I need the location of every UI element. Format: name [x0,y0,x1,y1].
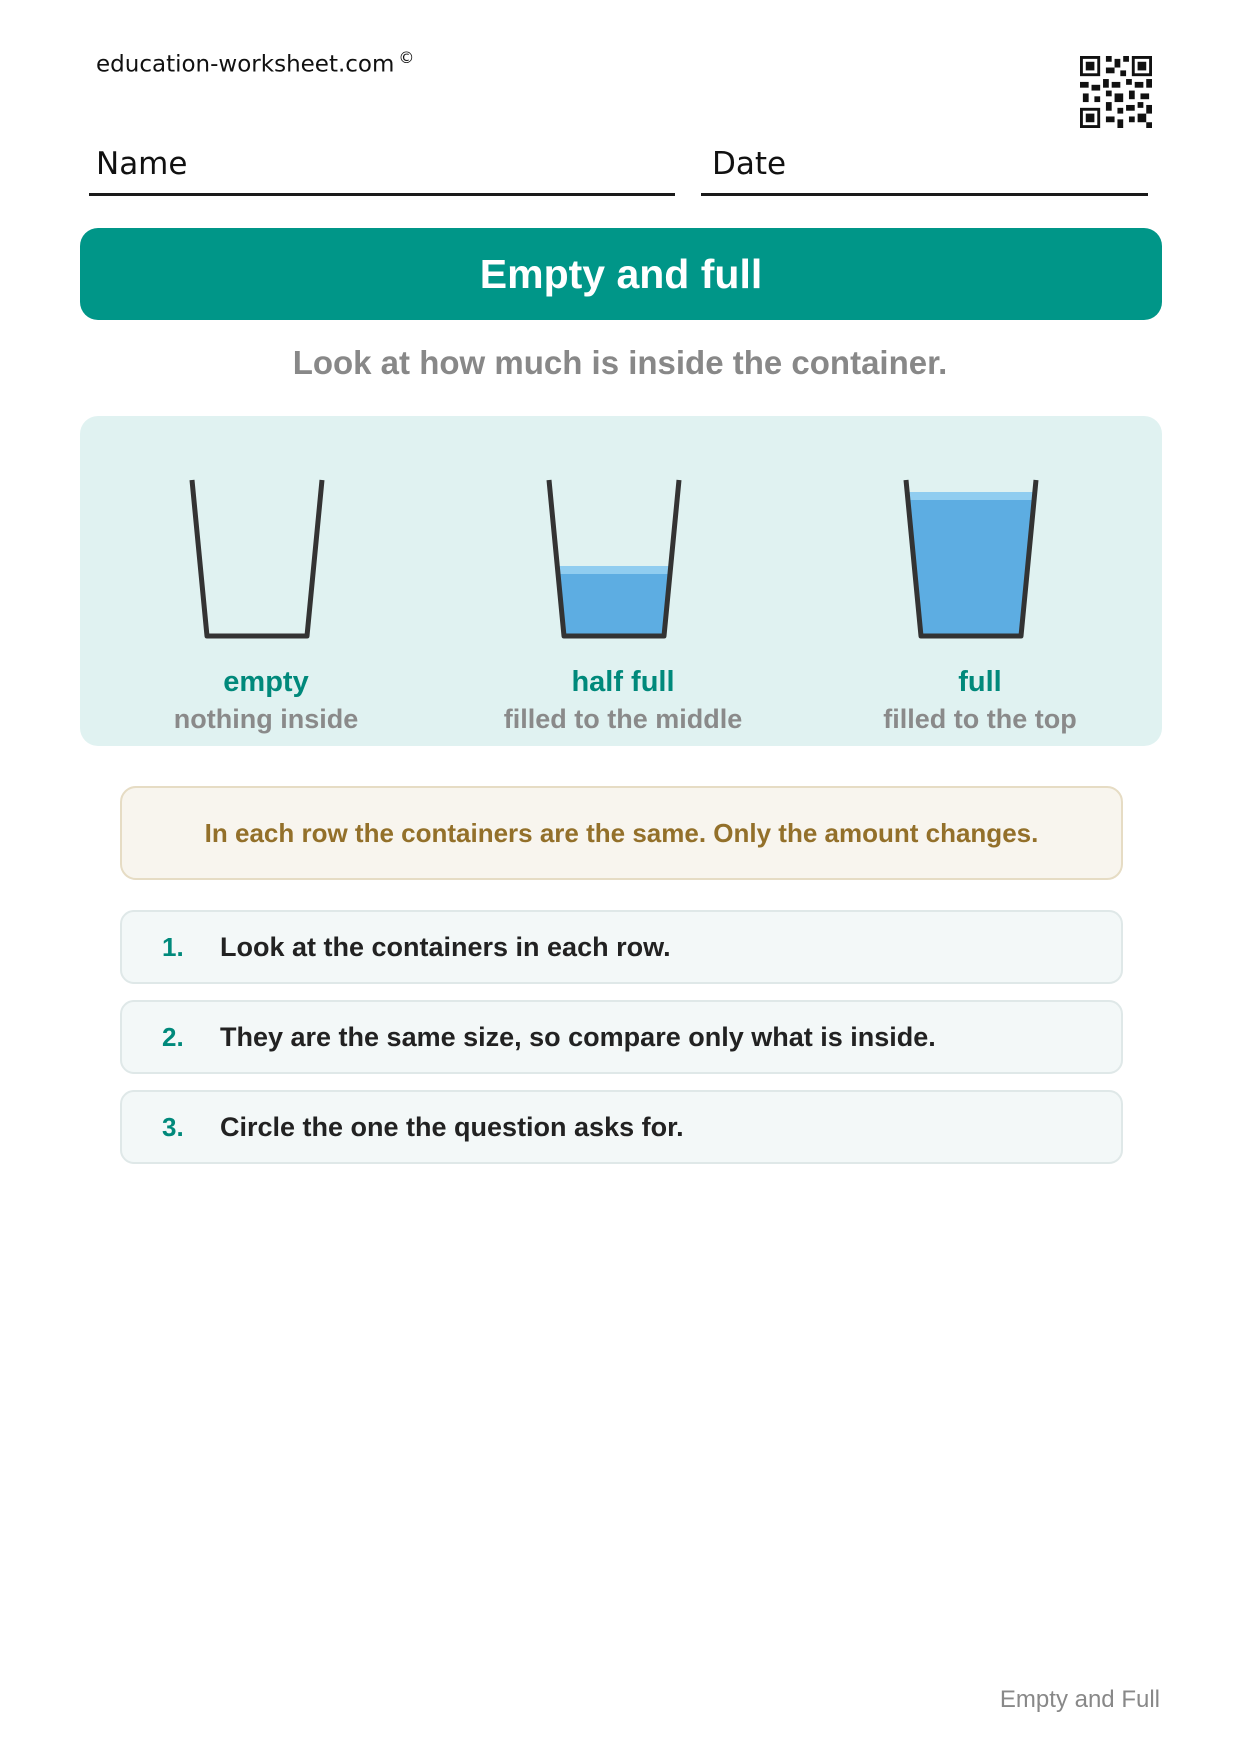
step-number: 1. [162,931,184,962]
empty-cup-icon [172,464,342,644]
example-label: empty [223,666,309,698]
example-label: half full [571,666,675,698]
footer-title: Empty and Full [999,1686,1160,1713]
example-label: full [958,666,1002,698]
step-text: Circle the one the question asks for. [220,1111,684,1142]
full-cup-icon [886,464,1056,644]
date-label: Date [712,146,787,182]
site-url: education-worksheet.com [96,51,395,78]
page-title: Empty and full [479,250,763,297]
name-field[interactable] [89,193,675,196]
subtitle: Look at how much is inside the container. [292,344,948,381]
name-label: Name [96,146,188,182]
title-banner [80,228,1162,320]
step-number: 2. [162,1021,184,1052]
step-text: They are the same size, so compare only what is inside. [220,1021,936,1052]
copyright-symbol: © [398,48,415,67]
instruction-step [120,1000,1123,1074]
site-name [96,48,414,78]
instruction-step [120,1090,1123,1164]
note-text: In each row the containers are the same. Only the amount changes. [204,817,1039,848]
example-description: filled to the middle [503,704,743,734]
example-description: filled to the top [883,704,1077,734]
example-description: nothing inside [173,704,359,734]
step-text: Look at the containers in each row. [220,931,671,962]
step-number: 3. [162,1111,184,1142]
qr-code-icon [1080,56,1152,128]
half-full-cup-icon [529,464,699,644]
instruction-step [120,910,1123,984]
note-box [120,786,1123,880]
date-field[interactable] [701,193,1148,196]
examples-panel [80,416,1162,746]
